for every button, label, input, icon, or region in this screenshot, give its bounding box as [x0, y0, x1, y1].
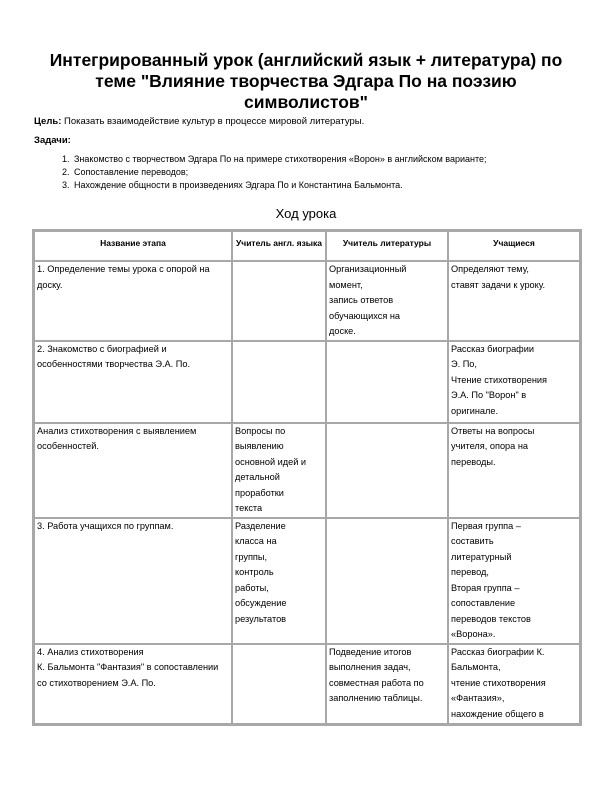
- table-cell: 2. Знакомство с биографией и особенностями творчества Э.А. По.: [34, 341, 232, 423]
- table-row: [34, 644, 580, 724]
- table-cell: Вопросы по выявлению основной идей и детальной проработки текста: [232, 423, 326, 518]
- table-row: [34, 423, 580, 518]
- lesson-table: [32, 229, 582, 726]
- table-cell: Подведение итогов выполнения задач, совместная работа по заполнению таблицы.: [326, 644, 448, 724]
- table-cell: Организационный момент, запись ответов обучающихся на доске.: [326, 261, 448, 341]
- table-cell: Определяют тему, ставят задачи к уроку.: [448, 261, 580, 341]
- lesson-goal: [34, 116, 364, 128]
- column-header: Учитель литературы: [326, 231, 448, 261]
- table-cell: Ответы на вопросы учителя, опора на переводы.: [448, 423, 580, 518]
- table-cell: Рассказ биографии Э. По, Чтение стихотворения Э.А. По "Ворон" в оригинале.: [448, 341, 580, 423]
- table-cell: Рассказ биографии К. Бальмонта, чтение стихотворения «Фантазия», нахождение общего в: [448, 644, 580, 724]
- table-cell: [326, 518, 448, 644]
- table-cell: Разделение класса на группы, контроль работы, обсуждение результатов: [232, 518, 326, 644]
- table-cell: Первая группа – составить литературный перевод, Вторая группа – сопоставление переводов текстов «Ворона».: [448, 518, 580, 644]
- table-cell: [232, 261, 326, 341]
- column-header: Учитель англ. языка: [232, 231, 326, 261]
- goal-label: Цель:: [34, 116, 62, 127]
- table-cell: 4. Анализ стихотворения К. Бальмонта "Фантазия" в сопоставлении со стихотворением Э.А. По.: [34, 644, 232, 724]
- tasks-label: Задачи:: [34, 135, 71, 146]
- table-header-row: [34, 231, 580, 261]
- table-cell: 3. Работа учащихся по группам.: [34, 518, 232, 644]
- table-cell: 1. Определение темы урока с опорой на доску.: [34, 261, 232, 341]
- goal-text: Показать взаимодействие культур в процессе мировой литературы.: [64, 116, 365, 127]
- table-cell: [326, 423, 448, 518]
- tasks-list: [56, 153, 487, 192]
- table-caption: Ход урока: [275, 206, 337, 221]
- list-item: 3. Нахождение общности в произведениях Эдгара По и Константина Бальмонта.: [72, 179, 487, 192]
- table-row: [34, 518, 580, 644]
- table-cell: Анализ стихотворения с выявлением особенностей.: [34, 423, 232, 518]
- column-header: Учащиеся: [448, 231, 580, 261]
- page-title: Интегрированный урок (английский язык + литература) по теме "Влияние творчества Эдгара По на поэзию символистов": [49, 50, 563, 112]
- list-item: 1. Знакомство с творчеством Эдгара По на примере стихотворения «Ворон» в английском варианте;: [72, 153, 487, 166]
- table-row: [34, 341, 580, 423]
- column-header: Название этапа: [34, 231, 232, 261]
- table-cell: [326, 341, 448, 423]
- table-cell: [232, 644, 326, 724]
- table-row: [34, 261, 580, 341]
- table-cell: [232, 341, 326, 423]
- list-item: 2. Сопоставление переводов;: [72, 166, 487, 179]
